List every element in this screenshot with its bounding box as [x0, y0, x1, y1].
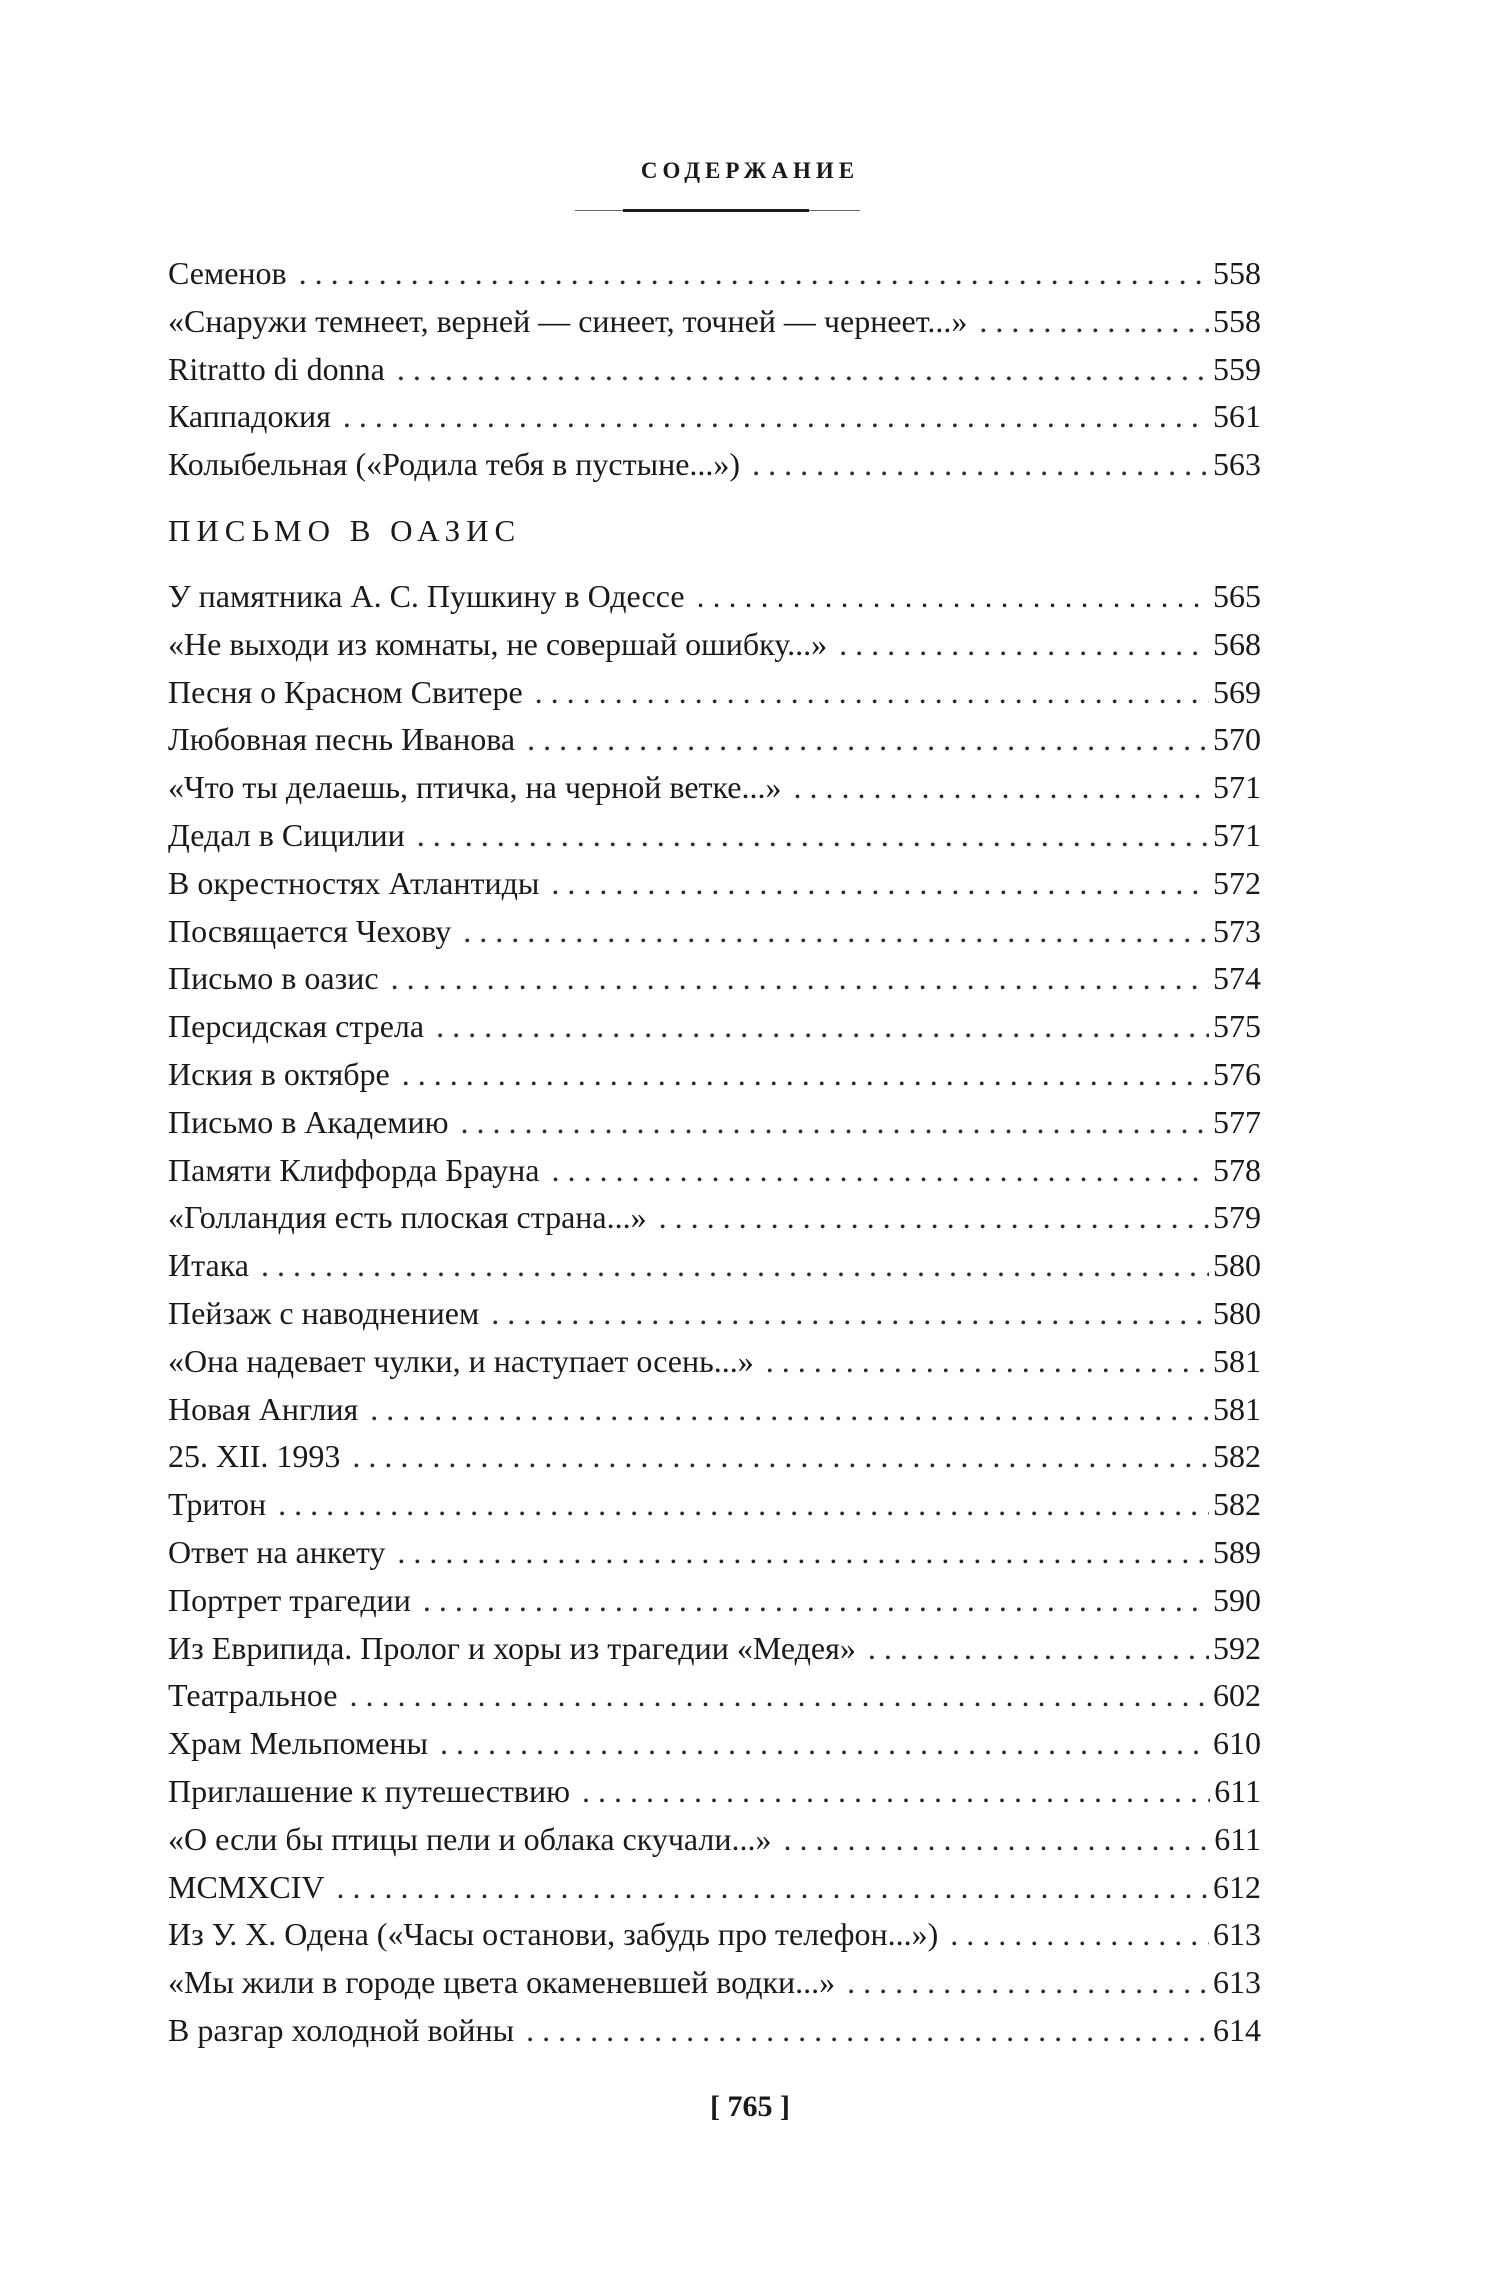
- toc-entry-title: Иския в октябре: [168, 1055, 390, 1092]
- toc-entry-title: Колыбельная («Родила тебя в пустыне...»): [168, 446, 741, 483]
- toc-entry-title: «Не выходи из комнаты, не совершай ошибку...»: [168, 625, 828, 662]
- page-header: СОДЕРЖАНИЕ: [640, 158, 860, 183]
- toc-entry-title: Приглашение к путешествию: [168, 1772, 571, 1809]
- toc-entry[interactable]: [168, 908, 1261, 956]
- toc-entry[interactable]: [168, 1577, 1261, 1625]
- toc-entry[interactable]: [168, 1099, 1261, 1147]
- header-rule-accent: [623, 209, 809, 212]
- dot-leader: [391, 955, 1209, 1003]
- toc-entry[interactable]: [168, 1051, 1261, 1099]
- toc-entry-page: 580: [1213, 1294, 1261, 1331]
- toc-entry-title: «Она надевает чулки, и наступает осень...»: [168, 1342, 754, 1379]
- dot-leader: [868, 1625, 1209, 1673]
- toc-entry-title: В окрестностях Атлантиды: [168, 864, 540, 901]
- toc-entry-title: Театральное: [168, 1677, 338, 1714]
- dot-leader: [370, 1386, 1209, 1434]
- toc-entry-title: Портрет трагедии: [168, 1581, 411, 1618]
- dot-leader: [551, 860, 1209, 908]
- toc-entry-page: 612: [1213, 1868, 1261, 1905]
- toc-entry-page: 558: [1213, 302, 1261, 339]
- toc-entry[interactable]: [168, 393, 1261, 441]
- page-number: [ 765 ]: [710, 2090, 790, 2123]
- dot-leader: [766, 1338, 1209, 1386]
- toc-entry-title: Любовная песнь Иванова: [168, 721, 516, 758]
- toc-entry-page: 592: [1213, 1629, 1261, 1666]
- toc-entry[interactable]: [168, 1720, 1261, 1768]
- section-title: ПИСЬМО В ОАЗИС: [168, 512, 522, 548]
- toc-entry[interactable]: [168, 573, 1261, 621]
- dot-leader: [278, 1481, 1209, 1529]
- toc-entry-page: 582: [1213, 1438, 1261, 1475]
- toc-entry-page: 579: [1213, 1199, 1261, 1236]
- dot-leader: [535, 669, 1209, 717]
- toc-entry-page: 578: [1213, 1151, 1261, 1188]
- toc-entry-page: 602: [1213, 1677, 1261, 1714]
- toc-entry-page: 613: [1213, 1916, 1261, 1953]
- toc-entry-title: «Снаружи темнеет, верней — синеет, точней — чернеет...»: [168, 302, 968, 339]
- toc-entry[interactable]: [168, 812, 1261, 860]
- toc-entry-page: 581: [1213, 1342, 1261, 1379]
- dot-leader: [950, 1911, 1209, 1959]
- toc-entry-page: 590: [1213, 1581, 1261, 1618]
- toc-entry[interactable]: [168, 716, 1261, 764]
- toc-entry-title: Храм Мельпомены: [168, 1725, 428, 1762]
- toc-entry-title: Персидская стрела: [168, 1008, 425, 1045]
- toc-entry[interactable]: [168, 1147, 1261, 1195]
- toc-entry-title: Тритон: [168, 1486, 267, 1523]
- dot-leader: [526, 2007, 1209, 2055]
- toc-entry[interactable]: [168, 2007, 1261, 2055]
- toc-entry-page: 559: [1213, 350, 1261, 387]
- toc-entry-title: Итака: [168, 1247, 249, 1284]
- toc-entry-title: Из Еврипида. Пролог и хоры из трагедии «Медея»: [168, 1629, 856, 1666]
- toc-entry-page: 572: [1213, 864, 1261, 901]
- toc-entry-title: MCMXCIV: [168, 1868, 325, 1905]
- toc-entry-title: Письмо в Академию: [168, 1103, 449, 1140]
- toc-entry-page: 589: [1213, 1533, 1261, 1570]
- toc-entry-title: Ответ на анкету: [168, 1533, 386, 1570]
- dot-leader: [397, 346, 1209, 394]
- toc-entry[interactable]: [168, 1003, 1261, 1051]
- toc-entry[interactable]: [168, 860, 1261, 908]
- toc-entry-title: Пейзаж с наводнением: [168, 1294, 480, 1331]
- toc-entry-page: 571: [1213, 816, 1261, 853]
- dot-leader: [847, 1959, 1209, 2007]
- toc-entry-page: 613: [1213, 1964, 1261, 2001]
- toc-entry[interactable]: [168, 1386, 1261, 1434]
- toc-entry-title: Дедал в Сицилии: [168, 816, 405, 853]
- toc-entry-page: 574: [1213, 960, 1261, 997]
- toc-entry-page: 576: [1213, 1055, 1261, 1092]
- dot-leader: [417, 812, 1209, 860]
- toc-entry-title: «О если бы птицы пели и облака скучали...»: [168, 1820, 772, 1857]
- toc-group-before: [168, 250, 1261, 489]
- dot-leader: [436, 1003, 1209, 1051]
- toc-entry-page: 614: [1213, 2011, 1261, 2048]
- toc-entry-page: 573: [1213, 912, 1261, 949]
- toc-entry[interactable]: [168, 1290, 1261, 1338]
- toc-entry[interactable]: [168, 1768, 1261, 1816]
- dot-leader: [299, 250, 1209, 298]
- dot-leader: [783, 1816, 1210, 1864]
- toc-entry[interactable]: [168, 1864, 1261, 1912]
- toc-entry-title: У памятника А. С. Пушкину в Одессе: [168, 577, 685, 614]
- dot-leader: [461, 1099, 1209, 1147]
- toc-entry-title: Из У. Х. Одена («Часы останови, забудь про телефон...»): [168, 1916, 939, 1953]
- toc-entry-page: 563: [1213, 446, 1261, 483]
- table-of-contents: [168, 250, 1261, 2055]
- toc-entry[interactable]: [168, 1529, 1261, 1577]
- toc-entry[interactable]: [168, 764, 1261, 812]
- dot-leader: [979, 298, 1209, 346]
- toc-entry-page: 558: [1213, 255, 1261, 291]
- toc-entry[interactable]: [168, 441, 1261, 489]
- toc-entry-page: 570: [1213, 721, 1261, 758]
- toc-entry[interactable]: [168, 1338, 1261, 1386]
- toc-entry[interactable]: [168, 1433, 1261, 1481]
- dot-leader: [440, 1720, 1209, 1768]
- toc-entry-page: 581: [1213, 1390, 1261, 1427]
- dot-leader: [397, 1529, 1209, 1577]
- toc-entry-title: Каппадокия: [168, 398, 331, 435]
- toc-entry-title: «Мы жили в городе цвета окаменевшей водки...»: [168, 1964, 836, 2001]
- toc-entry[interactable]: [168, 1242, 1261, 1290]
- dot-leader: [423, 1577, 1209, 1625]
- toc-entry[interactable]: [168, 621, 1261, 669]
- dot-leader: [491, 1290, 1209, 1338]
- toc-entry[interactable]: [168, 298, 1261, 346]
- dot-leader: [343, 393, 1209, 441]
- toc-entry-title: «Что ты делаешь, птичка, на черной ветке...»: [168, 769, 782, 806]
- dot-leader: [463, 908, 1209, 956]
- toc-entry-page: 582: [1213, 1486, 1261, 1523]
- toc-entry[interactable]: [168, 1911, 1261, 1959]
- toc-entry-title: Посвящается Чехову: [168, 912, 452, 949]
- dot-leader: [697, 573, 1209, 621]
- toc-entry-page: 568: [1213, 625, 1261, 662]
- toc-entry[interactable]: [168, 669, 1261, 717]
- toc-entry-title: Новая Англия: [168, 1390, 359, 1427]
- toc-entry-title: Семенов: [168, 255, 287, 291]
- toc-entry[interactable]: [168, 1672, 1261, 1720]
- toc-entry-title: Песня о Красном Свитере: [168, 673, 523, 710]
- toc-entry-page: 610: [1213, 1725, 1261, 1762]
- dot-leader: [839, 621, 1209, 669]
- toc-entry-page: 571: [1213, 769, 1261, 806]
- toc-entry[interactable]: [168, 1625, 1261, 1673]
- toc-entry-page: 569: [1213, 673, 1261, 710]
- toc-entry-page: 611: [1214, 1772, 1261, 1809]
- toc-entry[interactable]: [168, 1194, 1261, 1242]
- dot-leader: [793, 764, 1209, 812]
- toc-entry[interactable]: [168, 1816, 1261, 1864]
- toc-entry-page: 577: [1213, 1103, 1261, 1140]
- toc-entry-title: «Голландия есть плоская страна...»: [168, 1199, 647, 1236]
- toc-entry-page: 611: [1214, 1820, 1261, 1857]
- toc-entry[interactable]: [168, 955, 1261, 1003]
- toc-entry-title: 25. XII. 1993: [168, 1438, 341, 1475]
- toc-group-after: [168, 573, 1261, 2055]
- toc-entry-page: 580: [1213, 1247, 1261, 1284]
- dot-leader: [527, 716, 1209, 764]
- toc-entry-title: Письмо в оазис: [168, 960, 379, 997]
- toc-entry[interactable]: [168, 346, 1261, 394]
- toc-entry[interactable]: [168, 1959, 1261, 2007]
- dot-leader: [261, 1242, 1209, 1290]
- dot-leader: [352, 1433, 1209, 1481]
- toc-entry[interactable]: [168, 1481, 1261, 1529]
- dot-leader: [582, 1768, 1210, 1816]
- toc-entry-page: 561: [1213, 398, 1261, 435]
- dot-leader: [752, 441, 1209, 489]
- toc-entry-title: Ritratto di donna: [168, 350, 385, 387]
- dot-leader: [402, 1051, 1209, 1099]
- dot-leader: [659, 1194, 1209, 1242]
- dot-leader: [551, 1147, 1209, 1195]
- toc-entry-page: 565: [1213, 577, 1261, 614]
- dot-leader: [336, 1864, 1209, 1912]
- toc-entry-title: В разгар холодной войны: [168, 2011, 515, 2048]
- toc-entry-title: Памяти Клиффорда Брауна: [168, 1151, 540, 1188]
- toc-entry[interactable]: [168, 250, 1261, 298]
- toc-entry-page: 575: [1213, 1008, 1261, 1045]
- dot-leader: [349, 1672, 1209, 1720]
